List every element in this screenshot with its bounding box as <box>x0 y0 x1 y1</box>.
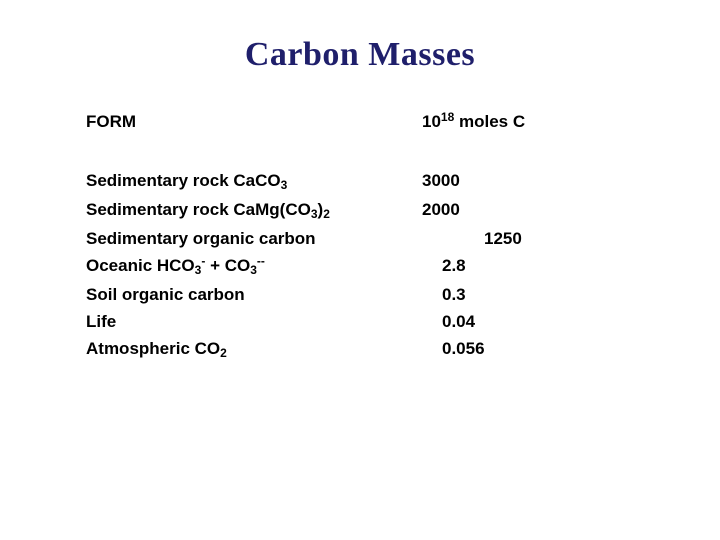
row-value: 2.8 <box>442 256 466 275</box>
row-form-text: Oceanic HCO <box>86 256 195 275</box>
row-form-label <box>86 167 422 196</box>
row-form-subscript-2: 2 <box>323 207 330 221</box>
row-form-subscript: 3 <box>310 207 318 221</box>
row-value: 0.3 <box>442 285 466 304</box>
row-value: 2000 <box>422 200 460 219</box>
table-header-row <box>86 108 646 137</box>
row-form-superscript: - <box>201 254 206 268</box>
row-form-superscript-2: -- <box>256 254 265 268</box>
column-header-value <box>422 108 525 137</box>
table-row <box>86 225 646 252</box>
row-form-text: Atmospheric CO <box>86 339 221 358</box>
value-header-exponent: 18 <box>440 110 455 124</box>
row-value: 3000 <box>422 171 460 190</box>
table-row <box>86 335 646 364</box>
row-form-label <box>86 308 422 335</box>
row-form-text: Sedimentary organic carbon <box>86 229 316 248</box>
row-form-subscript: 3 <box>280 178 288 192</box>
table-row <box>86 281 646 308</box>
carbon-masses-table <box>86 108 646 364</box>
row-form-label <box>86 335 422 364</box>
table-row <box>86 308 646 335</box>
row-form-label <box>86 281 422 308</box>
column-header-form: FORM <box>86 112 137 131</box>
row-form-text: Life <box>86 312 117 331</box>
row-form-label <box>86 252 422 281</box>
row-form-text: Sedimentary rock CaMg(CO <box>86 200 311 219</box>
table-row <box>86 252 646 281</box>
page-title: Carbon Masses <box>244 36 476 73</box>
row-form-text: Sedimentary rock CaCO <box>86 171 281 190</box>
value-header-prefix: 10 <box>422 112 441 131</box>
row-form-subscript: 2 <box>220 346 227 360</box>
row-form-subscript: 3 <box>194 263 202 277</box>
row-value: 0.04 <box>442 312 476 331</box>
value-header-suffix: moles C <box>454 112 526 131</box>
row-form-label <box>86 225 422 252</box>
row-form-text-2: + CO <box>205 256 251 275</box>
row-form-text-2: ) <box>317 200 324 219</box>
table-row <box>86 167 646 196</box>
row-value: 1250 <box>484 229 522 248</box>
row-form-text: Soil organic carbon <box>86 285 245 304</box>
row-form-subscript-2: 3 <box>250 263 257 277</box>
row-value: 0.056 <box>442 339 485 358</box>
table-row <box>86 196 646 225</box>
row-form-label <box>86 196 422 225</box>
